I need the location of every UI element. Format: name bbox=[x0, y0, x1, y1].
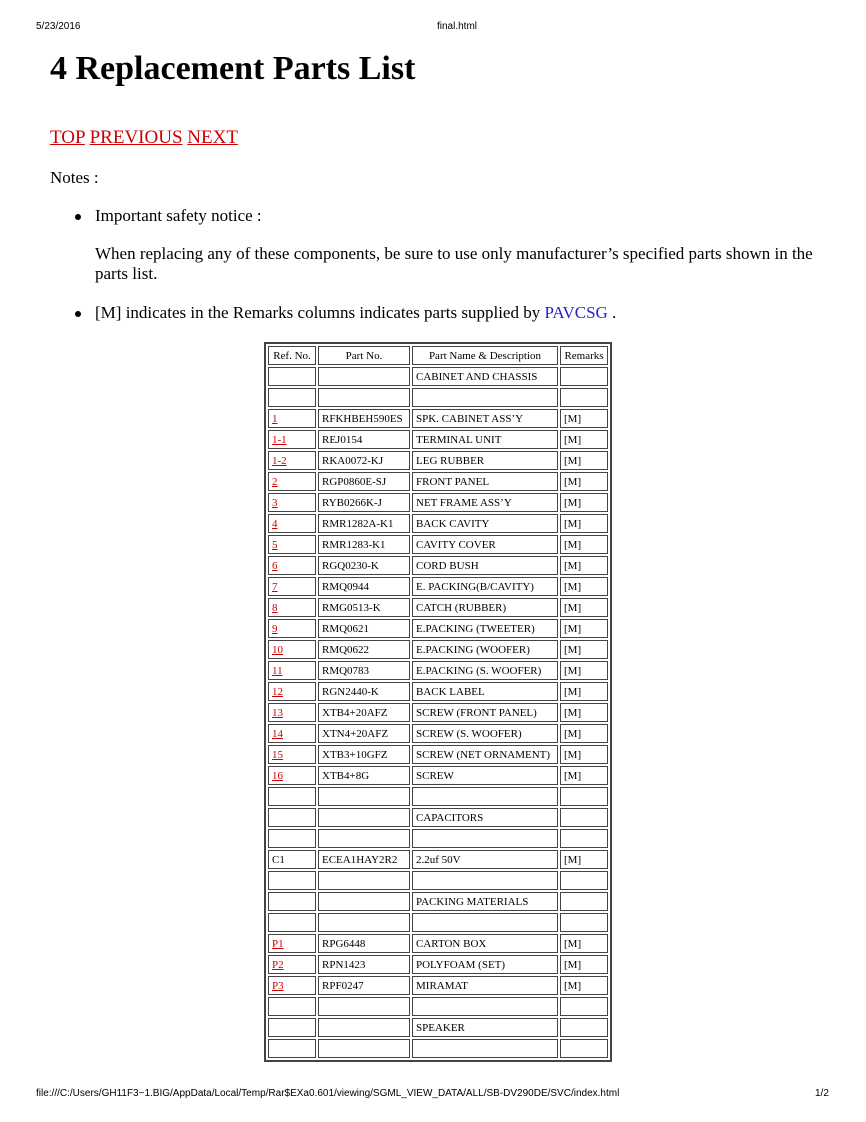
cell-remarks: [M] bbox=[560, 493, 608, 512]
table-row bbox=[268, 997, 608, 1016]
cell-part-no bbox=[318, 997, 410, 1016]
cell-ref-no bbox=[268, 535, 316, 554]
cell-remarks bbox=[560, 1039, 608, 1058]
cell-ref-no bbox=[268, 808, 316, 827]
cell-description: SCREW (FRONT PANEL) bbox=[412, 703, 558, 722]
cell-part-no: RGQ0230-K bbox=[318, 556, 410, 575]
cell-remarks: [M] bbox=[560, 577, 608, 596]
cell-part-no: RMQ0783 bbox=[318, 661, 410, 680]
table-row bbox=[268, 409, 608, 428]
cell-part-no: RKA0072-KJ bbox=[318, 451, 410, 470]
bullet-icon bbox=[75, 214, 81, 220]
cell-ref-no bbox=[268, 1039, 316, 1058]
cell-remarks: [M] bbox=[560, 514, 608, 533]
cell-part-no bbox=[318, 892, 410, 911]
remarks-note-text: [M] indicates in the Remarks columns indicates parts supplied by bbox=[95, 303, 541, 322]
table-row bbox=[268, 661, 608, 680]
cell-description: PACKING MATERIALS bbox=[412, 892, 558, 911]
table-row bbox=[268, 430, 608, 449]
cell-description: E. PACKING(B/CAVITY) bbox=[412, 577, 558, 596]
table-row bbox=[268, 577, 608, 596]
cell-part-no: RMG0513-K bbox=[318, 598, 410, 617]
cell-remarks: [M] bbox=[560, 472, 608, 491]
cell-remarks: [M] bbox=[560, 556, 608, 575]
ref-no-link[interactable]: 6 bbox=[272, 559, 278, 572]
nav-previous-link[interactable]: PREVIOUS bbox=[89, 127, 183, 148]
cell-description: CAVITY COVER bbox=[412, 535, 558, 554]
cell-part-no: XTB4+20AFZ bbox=[318, 703, 410, 722]
table-row bbox=[268, 451, 608, 470]
table-row bbox=[268, 934, 608, 953]
table-row bbox=[268, 955, 608, 974]
safety-notice-text: When replacing any of these components, be sure to use only manufacturer’s specified parts shown in the parts list. bbox=[95, 244, 813, 283]
cell-ref-no bbox=[268, 766, 316, 785]
cell-part-no: XTB4+8G bbox=[318, 766, 410, 785]
ref-no-link[interactable]: 9 bbox=[272, 622, 278, 635]
nav-links bbox=[50, 127, 238, 149]
cell-description: LEG RUBBER bbox=[412, 451, 558, 470]
cell-ref-no bbox=[268, 367, 316, 386]
cell-remarks: [M] bbox=[560, 745, 608, 764]
cell-remarks bbox=[560, 1018, 608, 1037]
cell-part-no bbox=[318, 829, 410, 848]
cell-description: CABINET AND CHASSIS bbox=[412, 367, 558, 386]
ref-no-link[interactable]: 10 bbox=[272, 643, 283, 656]
ref-no-link[interactable]: 14 bbox=[272, 727, 283, 740]
header-remarks: Remarks bbox=[560, 346, 608, 365]
table-row bbox=[268, 787, 608, 806]
table-row bbox=[268, 808, 608, 827]
cell-ref-no bbox=[268, 787, 316, 806]
cell-ref-no bbox=[268, 829, 316, 848]
cell-description: TERMINAL UNIT bbox=[412, 430, 558, 449]
cell-part-no bbox=[318, 388, 410, 407]
header-ref-no: Ref. No. bbox=[268, 346, 316, 365]
cell-ref-no bbox=[268, 598, 316, 617]
table-row bbox=[268, 514, 608, 533]
cell-remarks: [M] bbox=[560, 703, 608, 722]
ref-no-link[interactable]: 7 bbox=[272, 580, 278, 593]
ref-no-link[interactable]: 1 bbox=[272, 412, 278, 425]
cell-description: SCREW bbox=[412, 766, 558, 785]
cell-part-no: ECEA1HAY2R2 bbox=[318, 850, 410, 869]
ref-no-link[interactable]: 16 bbox=[272, 769, 283, 782]
ref-no-link[interactable]: 1-1 bbox=[272, 433, 287, 446]
cell-part-no: RMR1282A-K1 bbox=[318, 514, 410, 533]
pavcsg-link[interactable]: PAVCSG bbox=[544, 303, 608, 322]
cell-description: SCREW (S. WOOFER) bbox=[412, 724, 558, 743]
cell-description: CARTON BOX bbox=[412, 934, 558, 953]
cell-ref-no bbox=[268, 493, 316, 512]
table-row bbox=[268, 976, 608, 995]
cell-ref-no bbox=[268, 556, 316, 575]
cell-remarks bbox=[560, 892, 608, 911]
cell-part-no: RPF0247 bbox=[318, 976, 410, 995]
ref-no-link[interactable]: 1-2 bbox=[272, 454, 287, 467]
cell-description: MIRAMAT bbox=[412, 976, 558, 995]
ref-no-link[interactable]: 11 bbox=[272, 664, 283, 677]
cell-remarks: [M] bbox=[560, 598, 608, 617]
cell-description: CATCH (RUBBER) bbox=[412, 598, 558, 617]
cell-ref-no bbox=[268, 661, 316, 680]
cell-remarks: [M] bbox=[560, 850, 608, 869]
cell-part-no: RFKHBEH590ES bbox=[318, 409, 410, 428]
cell-ref-no bbox=[268, 430, 316, 449]
cell-description: BACK CAVITY bbox=[412, 514, 558, 533]
cell-ref-no bbox=[268, 619, 316, 638]
cell-description: SPK. CABINET ASS’Y bbox=[412, 409, 558, 428]
cell-remarks bbox=[560, 913, 608, 932]
cell-remarks bbox=[560, 787, 608, 806]
cell-remarks: [M] bbox=[560, 724, 608, 743]
table-row bbox=[268, 682, 608, 701]
cell-description: SPEAKER bbox=[412, 1018, 558, 1037]
cell-ref-no bbox=[268, 871, 316, 890]
table-row bbox=[268, 766, 608, 785]
cell-part-no: XTN4+20AFZ bbox=[318, 724, 410, 743]
cell-remarks: [M] bbox=[560, 934, 608, 953]
cell-remarks bbox=[560, 808, 608, 827]
cell-part-no: RGN2440-K bbox=[318, 682, 410, 701]
cell-ref-no: C1 bbox=[268, 850, 316, 869]
table-row bbox=[268, 493, 608, 512]
cell-ref-no bbox=[268, 955, 316, 974]
table-row bbox=[268, 640, 608, 659]
print-date: 5/23/2016 bbox=[36, 21, 81, 32]
cell-description: CAPACITORS bbox=[412, 808, 558, 827]
table-row bbox=[268, 724, 608, 743]
table-row bbox=[268, 703, 608, 722]
ref-no-link[interactable]: 8 bbox=[272, 601, 278, 614]
ref-no-link[interactable]: 13 bbox=[272, 706, 283, 719]
cell-remarks bbox=[560, 997, 608, 1016]
table-row bbox=[268, 367, 608, 386]
cell-description: E.PACKING (WOOFER) bbox=[412, 640, 558, 659]
cell-description: E.PACKING (S. WOOFER) bbox=[412, 661, 558, 680]
cell-remarks: [M] bbox=[560, 682, 608, 701]
cell-part-no bbox=[318, 871, 410, 890]
safety-notice-item bbox=[75, 206, 262, 226]
cell-description: 2.2uf 50V bbox=[412, 850, 558, 869]
cell-remarks bbox=[560, 367, 608, 386]
cell-description bbox=[412, 871, 558, 890]
cell-ref-no bbox=[268, 724, 316, 743]
cell-description bbox=[412, 913, 558, 932]
print-page-number: 1/2 bbox=[815, 1088, 829, 1099]
table-row bbox=[268, 892, 608, 911]
cell-part-no: XTB3+10GFZ bbox=[318, 745, 410, 764]
cell-ref-no bbox=[268, 997, 316, 1016]
cell-ref-no bbox=[268, 577, 316, 596]
cell-remarks bbox=[560, 871, 608, 890]
parts-table bbox=[264, 342, 612, 1062]
cell-remarks: [M] bbox=[560, 976, 608, 995]
cell-part-no bbox=[318, 808, 410, 827]
cell-part-no: REJ0154 bbox=[318, 430, 410, 449]
cell-description: SCREW (NET ORNAMENT) bbox=[412, 745, 558, 764]
table-row bbox=[268, 556, 608, 575]
cell-description: FRONT PANEL bbox=[412, 472, 558, 491]
cell-remarks: [M] bbox=[560, 409, 608, 428]
cell-part-no bbox=[318, 1039, 410, 1058]
table-row bbox=[268, 913, 608, 932]
cell-ref-no bbox=[268, 1018, 316, 1037]
ref-no-link[interactable]: 2 bbox=[272, 475, 278, 488]
print-filename: final.html bbox=[437, 21, 478, 32]
cell-part-no bbox=[318, 1018, 410, 1037]
table-row bbox=[268, 871, 608, 890]
cell-description bbox=[412, 787, 558, 806]
cell-remarks bbox=[560, 388, 608, 407]
cell-remarks: [M] bbox=[560, 535, 608, 554]
cell-part-no bbox=[318, 787, 410, 806]
nav-top-link[interactable]: TOP bbox=[50, 127, 85, 148]
cell-part-no: RGP0860E-SJ bbox=[318, 472, 410, 491]
ref-no-link[interactable]: 12 bbox=[272, 685, 283, 698]
remarks-note-end: . bbox=[612, 303, 617, 322]
table-row bbox=[268, 850, 608, 869]
cell-remarks: [M] bbox=[560, 766, 608, 785]
table-row bbox=[268, 535, 608, 554]
cell-description bbox=[412, 829, 558, 848]
cell-description: CORD BUSH bbox=[412, 556, 558, 575]
ref-no-link[interactable]: P1 bbox=[272, 937, 284, 950]
table-row bbox=[268, 1039, 608, 1058]
cell-ref-no bbox=[268, 913, 316, 932]
cell-ref-no bbox=[268, 640, 316, 659]
header-part-no: Part No. bbox=[318, 346, 410, 365]
safety-notice-title: Important safety notice : bbox=[95, 206, 262, 225]
cell-part-no: RYB0266K-J bbox=[318, 493, 410, 512]
ref-no-link[interactable]: 4 bbox=[272, 517, 278, 530]
ref-no-link[interactable]: P2 bbox=[272, 958, 284, 971]
cell-ref-no bbox=[268, 388, 316, 407]
ref-no-link[interactable]: 15 bbox=[272, 748, 283, 761]
table-row bbox=[268, 745, 608, 764]
cell-remarks: [M] bbox=[560, 661, 608, 680]
table-header-row bbox=[268, 346, 608, 365]
cell-description: BACK LABEL bbox=[412, 682, 558, 701]
cell-part-no bbox=[318, 367, 410, 386]
ref-no-link[interactable]: P3 bbox=[272, 979, 284, 992]
cell-ref-no bbox=[268, 472, 316, 491]
cell-ref-no bbox=[268, 451, 316, 470]
cell-description bbox=[412, 388, 558, 407]
cell-part-no: RMR1283-K1 bbox=[318, 535, 410, 554]
bullet-icon bbox=[75, 311, 81, 317]
cell-ref-no bbox=[268, 514, 316, 533]
cell-description: E.PACKING (TWEETER) bbox=[412, 619, 558, 638]
cell-remarks: [M] bbox=[560, 619, 608, 638]
notes-label: Notes : bbox=[50, 168, 99, 187]
cell-part-no bbox=[318, 913, 410, 932]
ref-no-link[interactable]: 5 bbox=[272, 538, 278, 551]
cell-remarks: [M] bbox=[560, 430, 608, 449]
cell-ref-no bbox=[268, 409, 316, 428]
cell-ref-no bbox=[268, 892, 316, 911]
cell-description: POLYFOAM (SET) bbox=[412, 955, 558, 974]
cell-description bbox=[412, 1039, 558, 1058]
cell-part-no: RPN1423 bbox=[318, 955, 410, 974]
cell-part-no: RMQ0621 bbox=[318, 619, 410, 638]
cell-remarks: [M] bbox=[560, 955, 608, 974]
cell-ref-no bbox=[268, 703, 316, 722]
table-row bbox=[268, 598, 608, 617]
table-row bbox=[268, 619, 608, 638]
nav-next-link[interactable]: NEXT bbox=[187, 127, 238, 148]
cell-ref-no bbox=[268, 934, 316, 953]
table-row bbox=[268, 388, 608, 407]
page-title: 4 Replacement Parts List bbox=[50, 50, 416, 87]
cell-description bbox=[412, 997, 558, 1016]
cell-remarks: [M] bbox=[560, 640, 608, 659]
cell-ref-no bbox=[268, 682, 316, 701]
cell-ref-no bbox=[268, 976, 316, 995]
table-row bbox=[268, 829, 608, 848]
cell-part-no: RMQ0944 bbox=[318, 577, 410, 596]
header-description: Part Name & Description bbox=[412, 346, 558, 365]
cell-part-no: RMQ0622 bbox=[318, 640, 410, 659]
cell-part-no: RPG6448 bbox=[318, 934, 410, 953]
cell-ref-no bbox=[268, 745, 316, 764]
cell-description: NET FRAME ASS’Y bbox=[412, 493, 558, 512]
table-row bbox=[268, 472, 608, 491]
cell-remarks: [M] bbox=[560, 451, 608, 470]
remarks-note-item bbox=[75, 303, 616, 323]
print-file-path: file:///C:/Users/GH11F3~1.BIG/AppData/Local/Temp/Rar$EXa0.601/viewing/SGML_VIEW_DATA/ALL/SB-DV290DE/SVC/index.html bbox=[36, 1088, 620, 1099]
ref-no-link[interactable]: 3 bbox=[272, 496, 278, 509]
table-row bbox=[268, 1018, 608, 1037]
cell-remarks bbox=[560, 829, 608, 848]
